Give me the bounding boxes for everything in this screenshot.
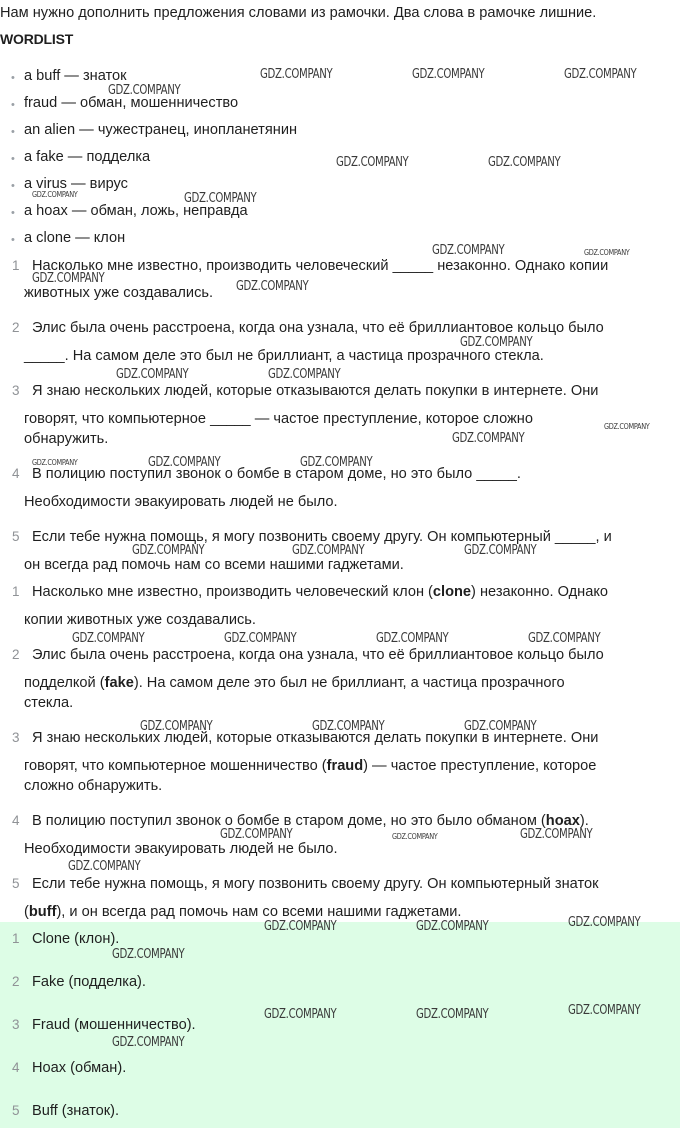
short-answer: Clone (клон). bbox=[32, 931, 120, 947]
watermark: GDZ.COMPANY bbox=[264, 1007, 337, 1022]
solution-sentence-cont: Необходимости эвакуировать людей не было. bbox=[24, 841, 338, 857]
item-number: 4 bbox=[12, 1060, 20, 1075]
answer-word: fraud bbox=[326, 758, 364, 774]
solution-sentence-cont: (buff), и он всегда рад помочь нам со всеми нашими гаджетами. bbox=[24, 904, 462, 920]
watermark: GDZ.COMPANY bbox=[116, 367, 189, 382]
watermark: GDZ.COMPANY bbox=[488, 155, 561, 170]
wordlist-item: a buff — знаток bbox=[24, 68, 127, 84]
bullet-icon: • bbox=[11, 72, 15, 84]
task-instruction: Нам нужно дополнить предложения словами из рамочки. Два слова в рамочке лишние. bbox=[0, 5, 597, 21]
wordlist-item: a virus — вирус bbox=[24, 176, 128, 192]
watermark: GDZ.COMPANY bbox=[528, 631, 601, 646]
watermark: GDZ.COMPANY bbox=[32, 190, 78, 199]
watermark: GDZ.COMPANY bbox=[564, 67, 637, 82]
item-number: 3 bbox=[12, 1017, 20, 1032]
solution-sentence-cont: сложно обнаружить. bbox=[24, 778, 163, 794]
watermark: GDZ.COMPANY bbox=[568, 915, 641, 930]
wordlist-heading: WORDLIST bbox=[0, 31, 74, 47]
short-answer: Hoax (обман). bbox=[32, 1060, 127, 1076]
wordlist-item: fraud — обман, мошенничество bbox=[24, 95, 239, 111]
watermark: GDZ.COMPANY bbox=[464, 719, 537, 734]
watermark: GDZ.COMPANY bbox=[568, 1003, 641, 1018]
watermark: GDZ.COMPANY bbox=[604, 422, 650, 431]
watermark: GDZ.COMPANY bbox=[300, 455, 373, 470]
watermark: GDZ.COMPANY bbox=[236, 279, 309, 294]
item-number: 3 bbox=[12, 730, 20, 745]
item-number: 2 bbox=[12, 647, 20, 662]
watermark: GDZ.COMPANY bbox=[464, 543, 537, 558]
watermark: GDZ.COMPANY bbox=[376, 631, 449, 646]
solution-sentence-cont: говорят, что компьютерное мошенничество (fraud) — частое преступление, которое bbox=[24, 758, 597, 774]
watermark: GDZ.COMPANY bbox=[220, 827, 293, 842]
task-sentence: Элис была очень расстроена, когда она узнала, что её бриллиантовое кольцо было bbox=[32, 320, 604, 336]
task-sentence-cont: он всегда рад помочь нам со всеми нашими гаджетами. bbox=[24, 557, 404, 573]
item-number: 3 bbox=[12, 383, 20, 398]
item-number: 2 bbox=[12, 974, 20, 989]
item-number: 2 bbox=[12, 320, 20, 335]
wordlist-item: a clone — клон bbox=[24, 230, 126, 246]
task-sentence: Я знаю нескольких людей, которые отказываются делать покупки в интернете. Они bbox=[32, 383, 599, 399]
item-number: 1 bbox=[12, 584, 20, 599]
wordlist-item: an alien — чужестранец, инопланетянин bbox=[24, 122, 298, 138]
watermark: GDZ.COMPANY bbox=[268, 367, 341, 382]
solution-sentence-cont: копии животных уже создавались. bbox=[24, 612, 256, 628]
solution-sentence: Если тебе нужна помощь, я могу позвонить своему другу. Он компьютерный знаток bbox=[32, 876, 599, 892]
watermark: GDZ.COMPANY bbox=[412, 67, 485, 82]
item-number: 4 bbox=[12, 813, 20, 828]
short-answer: Fraud (мошенничество). bbox=[32, 1017, 196, 1033]
bullet-icon: • bbox=[11, 180, 15, 192]
task-sentence-cont: животных уже создавались. bbox=[24, 285, 214, 301]
bullet-icon: • bbox=[11, 99, 15, 111]
watermark: GDZ.COMPANY bbox=[108, 83, 181, 98]
answer-word: fake bbox=[104, 675, 134, 691]
task-sentence-cont: Необходимости эвакуировать людей не было. bbox=[24, 494, 338, 510]
watermark: GDZ.COMPANY bbox=[584, 248, 630, 257]
watermark: GDZ.COMPANY bbox=[312, 719, 385, 734]
watermark: GDZ.COMPANY bbox=[520, 827, 593, 842]
answer-word: buff bbox=[28, 904, 57, 920]
item-number: 4 bbox=[12, 466, 20, 481]
task-sentence-cont: говорят, что компьютерное _____ — частое преступление, которое сложно bbox=[24, 411, 533, 427]
task-sentence: В полицию поступил звонок о бомбе в старом доме, но это было _____. bbox=[32, 466, 521, 482]
bullet-icon: • bbox=[11, 207, 15, 219]
task-sentence-cont: _____. На самом деле это был не бриллиант, а частица прозрачного стекла. bbox=[24, 348, 544, 364]
watermark: GDZ.COMPANY bbox=[140, 719, 213, 734]
short-answer: Buff (знаток). bbox=[32, 1103, 120, 1119]
watermark: GDZ.COMPANY bbox=[460, 335, 533, 350]
task-sentence: Насколько мне известно, производить человеческий _____ незаконно. Однако копии bbox=[32, 258, 609, 274]
watermark: GDZ.COMPANY bbox=[68, 859, 141, 874]
watermark: GDZ.COMPANY bbox=[292, 543, 365, 558]
watermark: GDZ.COMPANY bbox=[72, 631, 145, 646]
watermark: GDZ.COMPANY bbox=[224, 631, 297, 646]
task-sentence: Если тебе нужна помощь, я могу позвонить своему другу. Он компьютерный _____, и bbox=[32, 529, 612, 545]
item-number: 5 bbox=[12, 876, 20, 891]
solution-sentence-cont: стекла. bbox=[24, 695, 74, 711]
watermark: GDZ.COMPANY bbox=[184, 191, 257, 206]
bullet-icon: • bbox=[11, 153, 15, 165]
watermark: GDZ.COMPANY bbox=[416, 1007, 489, 1022]
watermark: GDZ.COMPANY bbox=[32, 271, 105, 286]
solution-sentence: В полицию поступил звонок о бомбе в старом доме, но это было обманом (hoax). bbox=[32, 813, 589, 829]
wordlist-item: a hoax — обман, ложь, неправда bbox=[24, 203, 248, 219]
item-number: 1 bbox=[12, 931, 20, 946]
bullet-icon: • bbox=[11, 234, 15, 246]
watermark: GDZ.COMPANY bbox=[392, 832, 438, 841]
watermark: GDZ.COMPANY bbox=[452, 431, 525, 446]
short-answer: Fake (подделка). bbox=[32, 974, 146, 990]
watermark: GDZ.COMPANY bbox=[260, 67, 333, 82]
solution-sentence-cont: подделкой (fake). На самом деле это был не бриллиант, а частица прозрачного bbox=[24, 675, 565, 691]
answer-word: clone bbox=[432, 584, 472, 600]
watermark: GDZ.COMPANY bbox=[148, 455, 221, 470]
item-number: 5 bbox=[12, 1103, 20, 1118]
wordlist-item: a fake — подделка bbox=[24, 149, 151, 165]
watermark: GDZ.COMPANY bbox=[132, 543, 205, 558]
bullet-icon: • bbox=[11, 126, 15, 138]
watermark: GDZ.COMPANY bbox=[336, 155, 409, 170]
item-number: 1 bbox=[12, 258, 20, 273]
watermark: GDZ.COMPANY bbox=[112, 1035, 185, 1050]
item-number: 5 bbox=[12, 529, 20, 544]
watermark: GDZ.COMPANY bbox=[112, 947, 185, 962]
task-sentence-cont: обнаружить. bbox=[24, 431, 109, 447]
watermark: GDZ.COMPANY bbox=[32, 458, 78, 467]
watermark: GDZ.COMPANY bbox=[416, 919, 489, 934]
watermark: GDZ.COMPANY bbox=[264, 919, 337, 934]
solution-sentence: Элис была очень расстроена, когда она узнала, что её бриллиантовое кольцо было bbox=[32, 647, 604, 663]
answer-word: hoax bbox=[545, 813, 580, 829]
solution-sentence: Насколько мне известно, производить человеческий клон (clone) незаконно. Однако bbox=[32, 584, 609, 600]
watermark: GDZ.COMPANY bbox=[432, 243, 505, 258]
solution-sentence: Я знаю нескольких людей, которые отказываются делать покупки в интернете. Они bbox=[32, 730, 599, 746]
